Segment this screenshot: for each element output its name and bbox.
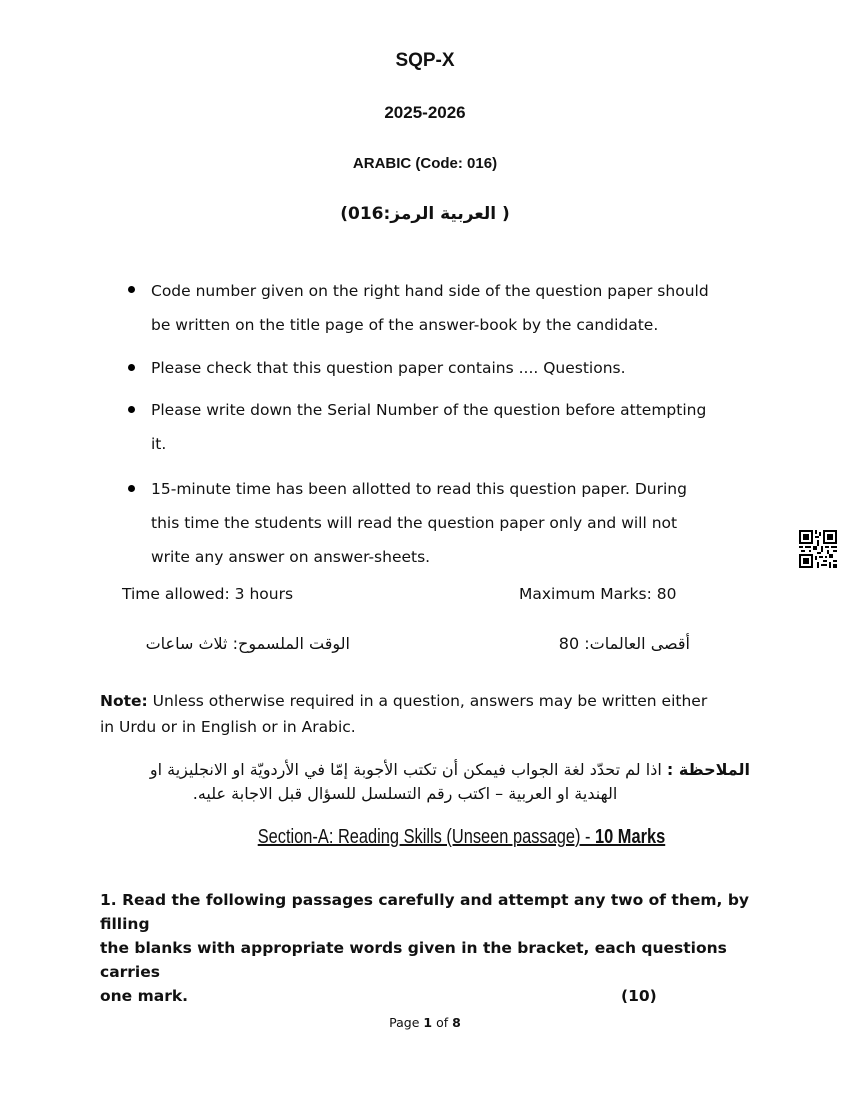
bullet-icon xyxy=(128,406,135,413)
section-heading: Section-A: Reading Skills (Unseen passage) - 10 Marks xyxy=(257,826,665,848)
paper-code: SQP-X xyxy=(395,50,455,71)
page-footer: Page 1 of 8 xyxy=(389,1015,461,1030)
instruction-4: 15-minute time has been allotted to read this question paper. During this time the students will read the question paper only and will not write any answer on answer-sheets. xyxy=(151,480,687,566)
bullet-icon xyxy=(128,286,135,293)
instruction-1: Code number given on the right hand side of the question paper should be written on the title page of the answer-book by the candidate. xyxy=(151,282,709,334)
subject-title-arabic: ( العربية الرمز:016) xyxy=(340,204,510,224)
note-english: Note: Unless otherwise required in a question, answers may be written either in Urdu or in English or in Arabic. xyxy=(100,692,708,736)
time-allowed-arabic: الوقت الملسموح: ثلاث ساعات xyxy=(145,634,350,653)
qr-code-icon xyxy=(799,530,837,568)
maximum-marks: Maximum Marks: 80 xyxy=(519,585,677,603)
instruction-3: Please write down the Serial Number of the question before attempting it. xyxy=(151,401,707,453)
bullet-icon xyxy=(128,364,135,371)
maximum-marks-arabic: أقصى العالمات: 80 xyxy=(558,634,690,653)
bullet-icon xyxy=(128,485,135,492)
subject-title: ARABIC (Code: 016) xyxy=(352,155,498,172)
note-arabic: الملاحظة : اذا لم تحدّد لغة الجواب فيمكن أن تكتب الأجوبة إمّا في الأردويّة او الانجليزية او الهندية او العربية – اكتب رقم التسلسل للسؤال قبل الاجابة عليه. xyxy=(149,760,750,803)
time-allowed: Time allowed: 3 hours xyxy=(122,585,294,603)
question-marks: (10) xyxy=(621,987,657,1005)
instruction-2: Please check that this question paper contains .... Questions. xyxy=(151,359,626,377)
question-1: 1. Read the following passages carefully and attempt any two of them, by filling the blanks with appropriate words given in the bracket, each questions carries one mark. (10) xyxy=(100,888,750,1008)
session-year: 2025-2026 xyxy=(384,103,466,122)
